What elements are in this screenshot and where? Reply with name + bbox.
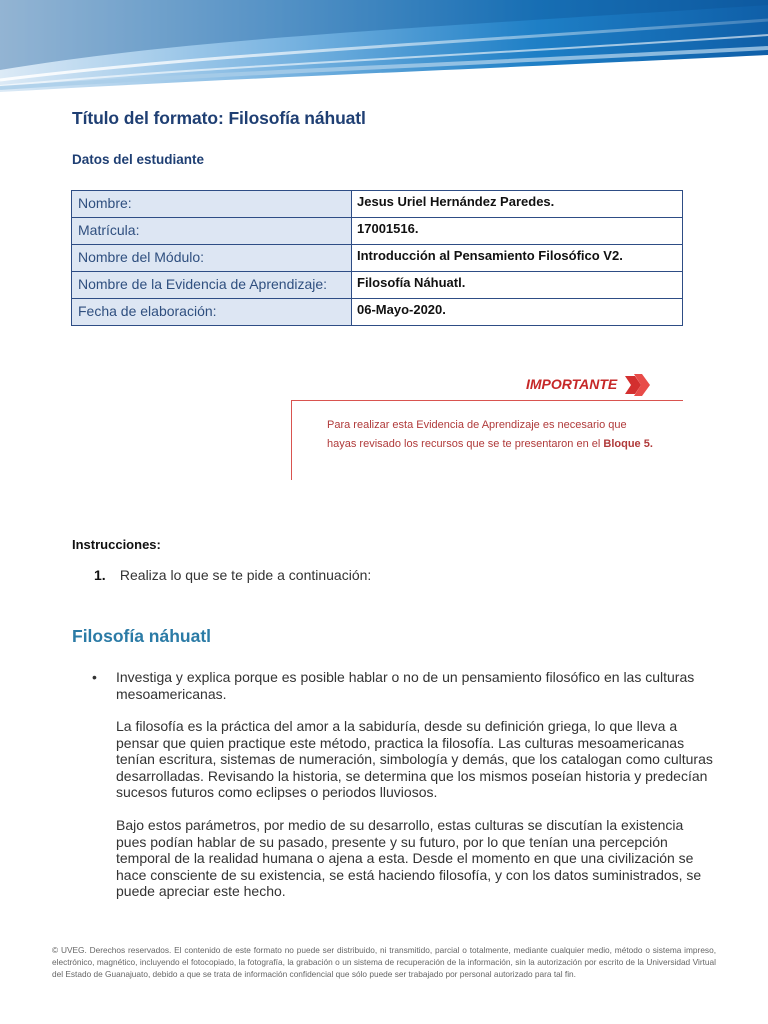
document-title: Título del formato: Filosofía náhuatl <box>72 108 366 128</box>
evidence-label: Nombre de la Evidencia de Aprendizaje: <box>72 272 352 299</box>
module-label: Nombre del Módulo: <box>72 245 352 272</box>
name-label: Nombre: <box>72 191 352 218</box>
enrollment-label: Matrícula: <box>72 218 352 245</box>
table-row <box>72 299 683 326</box>
date-label: Fecha de elaboración: <box>72 299 352 326</box>
answer-paragraph: La filosofía es la práctica del amor a la sabiduría, desde su definición griega, lo que lleva a pensar que quien practique este método, practica la filosofía. Las culturas mesoamericanas tenían escritura, sistemas de numeración, simbología y demás, que los catalogan como culturas desarrolladas. Revisando la historia, se determina que los mismos poseían historia y predecían sucesos futuros como eclipses o periodos lluviosos. <box>116 718 713 800</box>
answer-paragraph: Bajo estos parámetros, por medio de su desarrollo, estas culturas se discutían la existencia pues podían hablar de su pasado, presente y su futuro, por lo que tenían una percepción temporal de la realidad humana o ajena a esta. Desde el momento en que una civilización se hace consciente de su existencia, se está haciendo filosofía, y con los datos suministrados, se puede apreciar este hecho. <box>116 817 702 899</box>
double-chevron-arrow-icon <box>623 373 651 397</box>
evidence-value: Filosofía Náhuatl. <box>352 272 683 299</box>
date-value: 06-Mayo-2020. <box>352 299 683 326</box>
important-title: IMPORTANTE <box>526 376 618 392</box>
instructions-label: Instrucciones: <box>72 537 161 552</box>
instruction-item <box>94 567 371 583</box>
student-data-table <box>71 190 683 326</box>
table-row <box>72 245 683 272</box>
table-row <box>72 272 683 299</box>
instruction-text: Realiza lo que se te pide a continuación: <box>119 567 372 583</box>
content-heading: Filosofía náhuatl <box>72 626 212 646</box>
header-banner <box>0 0 768 96</box>
table-row <box>72 191 683 218</box>
question-text: Investiga y explica porque es posible hablar o no de un pensamiento filosófico en las culturas mesoamericanas. <box>116 669 695 702</box>
copyright-footer: © UVEG. Derechos reservados. El contenido de este formato no puede ser distribuido, ni transmitido, parcial o totalmente, mediante cualquier medio, método o sistema impreso, electrónico, magnético, incluyendo el fotocopiado, la fotografía, la grabación o un sistema de recuperación de la información, sin la autorización por escrito de la Universidad Virtual del Estado de Guanajuato, debido a que se trata de información confidencial que sólo puede ser trabajado por personal autorizado para tal fin. <box>52 945 716 979</box>
important-notice-text <box>327 416 657 453</box>
bullet-icon: • <box>92 669 97 685</box>
important-body: Para realizar esta Evidencia de Aprendizaje es necesario que hayas revisado los recursos que se te presentaron en el <box>327 419 627 450</box>
important-bold-reference: Bloque 5. <box>603 437 653 450</box>
instruction-number: 1. <box>94 567 106 583</box>
module-value: Introducción al Pensamiento Filosófico V2. <box>352 245 683 272</box>
wave-banner-graphic <box>0 0 768 96</box>
enrollment-value: 17001516. <box>352 218 683 245</box>
name-value: Jesus Uriel Hernández Paredes. <box>352 191 683 218</box>
table-row <box>72 218 683 245</box>
student-data-heading: Datos del estudiante <box>72 152 205 167</box>
